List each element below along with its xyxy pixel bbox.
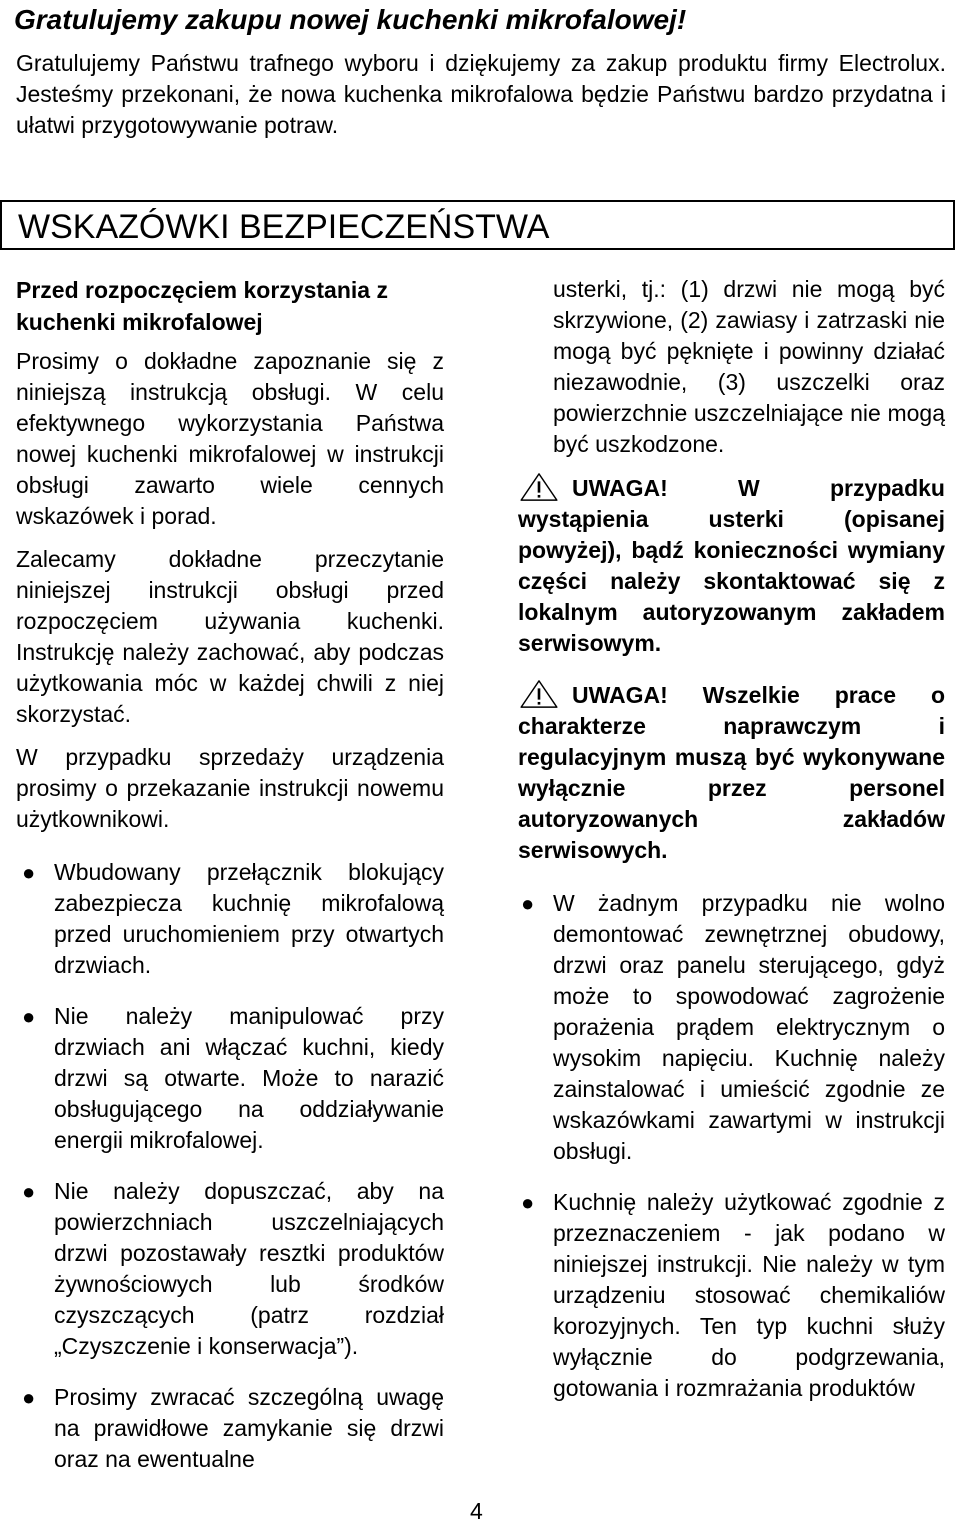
left-column: [16, 274, 444, 1495]
warning-triangle-icon: [518, 679, 560, 709]
list-item: [521, 1187, 945, 1404]
bullet-dot-icon: ●: [22, 1179, 36, 1204]
section-banner: [0, 200, 955, 250]
paragraph: W przypadku sprzedaży urządzenia prosimy o przekazanie instrukcji nowemu użytkownikowi.: [16, 744, 444, 832]
right-column: [518, 274, 945, 1424]
warning-triangle-icon: [518, 472, 560, 502]
bullet-dot-icon: ●: [22, 1004, 36, 1029]
list-item-text: Nie należy manipulować przy drzwiach ani włączać kuchni, kiedy drzwi są otwarte. Może to narazić obsługującego na oddziaływanie energii mikrofalowej.: [54, 1003, 444, 1153]
continuation-paragraph: usterki, tj.: (1) drzwi nie mogą być skrzywione, (2) zawiasy i zatrzaski nie mogą być pęknięte i powinny działać niezawodnie, (3) uszczelki oraz powierzchnie uszczelniające nie mogą być uszkodzone.: [553, 276, 945, 457]
list-item: [521, 888, 945, 1167]
section-subtitle: Przed rozpoczęciem korzystania z kuchenki mikrofalowej: [16, 277, 388, 335]
warning-text: UWAGA! Wszelkie prace o charakterze naprawczym i regulacyjnym muszą być wykonywane wyłącznie przez personel autoryzowanych zakładów serwisowych.: [518, 682, 945, 863]
right-bullet-list: [521, 888, 945, 1404]
list-item-text: Prosimy zwracać szczególną uwagę na prawidłowe zamykanie się drzwi oraz na ewentualne: [54, 1384, 444, 1472]
left-bullet-list: [16, 857, 444, 1475]
intro-paragraph: Gratulujemy Państwu trafnego wyboru i dziękujemy za zakup produktu firmy Electrolux. Jesteśmy przekonani, że nowa kuchenka mikrofalowa będzie Państwu bardzo przydatna i ułatwi przygotowywanie potraw.: [16, 50, 946, 138]
bullet-dot-icon: ●: [521, 891, 535, 916]
bullet-dot-icon: ●: [22, 860, 36, 885]
bullet-dot-icon: ●: [22, 1385, 36, 1410]
list-item: [22, 1001, 444, 1156]
bullet-dot-icon: ●: [521, 1190, 535, 1215]
warning-text: UWAGA! W przypadku wystąpienia usterki (opisanej powyżej), bądź konieczności wymiany części należy skontaktować się z lokalnym autoryzowanym zakładem serwisowym.: [518, 475, 945, 656]
list-item-text: Kuchnię należy użytkować zgodnie z przeznaczeniem - jak podano w niniejszej instrukcji. Nie należy w tym urządzeniu stosować chemikaliów korozyjnych. Ten typ kuchni służy wyłącznie do podgrzewania, gotowania i rozmrażania produktów: [553, 1189, 945, 1401]
list-item: [22, 857, 444, 981]
paragraph: Prosimy o dokładne zapoznanie się z niniejszą instrukcją obsługi. W celu efektywnego wykorzystania Państwa nowej kuchenki mikrofalowej w instrukcji obsługi zawarto wiele cennych wskazówek i porad.: [16, 348, 444, 529]
page-title: Gratulujemy zakupu nowej kuchenki mikrofalowej!: [14, 4, 687, 35]
paragraph: Zalecamy dokładne przeczytanie niniejszej instrukcji obsługi przed rozpoczęciem używania kuchenki. Instrukcję należy zachować, aby podczas użytkowania móc w każdej chwili z niej skorzystać.: [16, 546, 444, 727]
page-number: 4: [470, 1498, 483, 1524]
list-item-text: W żadnym przypadku nie wolno demontować zewnętrznej obudowy, drzwi oraz panelu sterującego, gdyż może to spowodować zagrożenie porażenia prądem elektrycznym o wysokim napięciu. Kuchnię należy zainstalować i umieścić zgodnie ze wskazówkami zawartymi w instrukcji obsługi.: [553, 890, 945, 1164]
warning-block: [518, 679, 945, 866]
list-item: [22, 1176, 444, 1362]
warning-block: [518, 472, 945, 659]
list-item: [22, 1382, 444, 1475]
section-title: WSKAZÓWKI BEZPIECZEŃSTWA: [18, 208, 550, 246]
list-item-text: Wbudowany przełącznik blokujący zabezpiecza kuchnię mikrofalową przed uruchomieniem przy otwartych drzwiach.: [54, 859, 444, 978]
list-item-text: Nie należy dopuszczać, aby na powierzchniach uszczelniających drzwi pozostawały resztki produktów żywnościowych lub środków czyszczących (patrz rozdział „Czyszczenie i konserwacja”).: [54, 1178, 444, 1359]
